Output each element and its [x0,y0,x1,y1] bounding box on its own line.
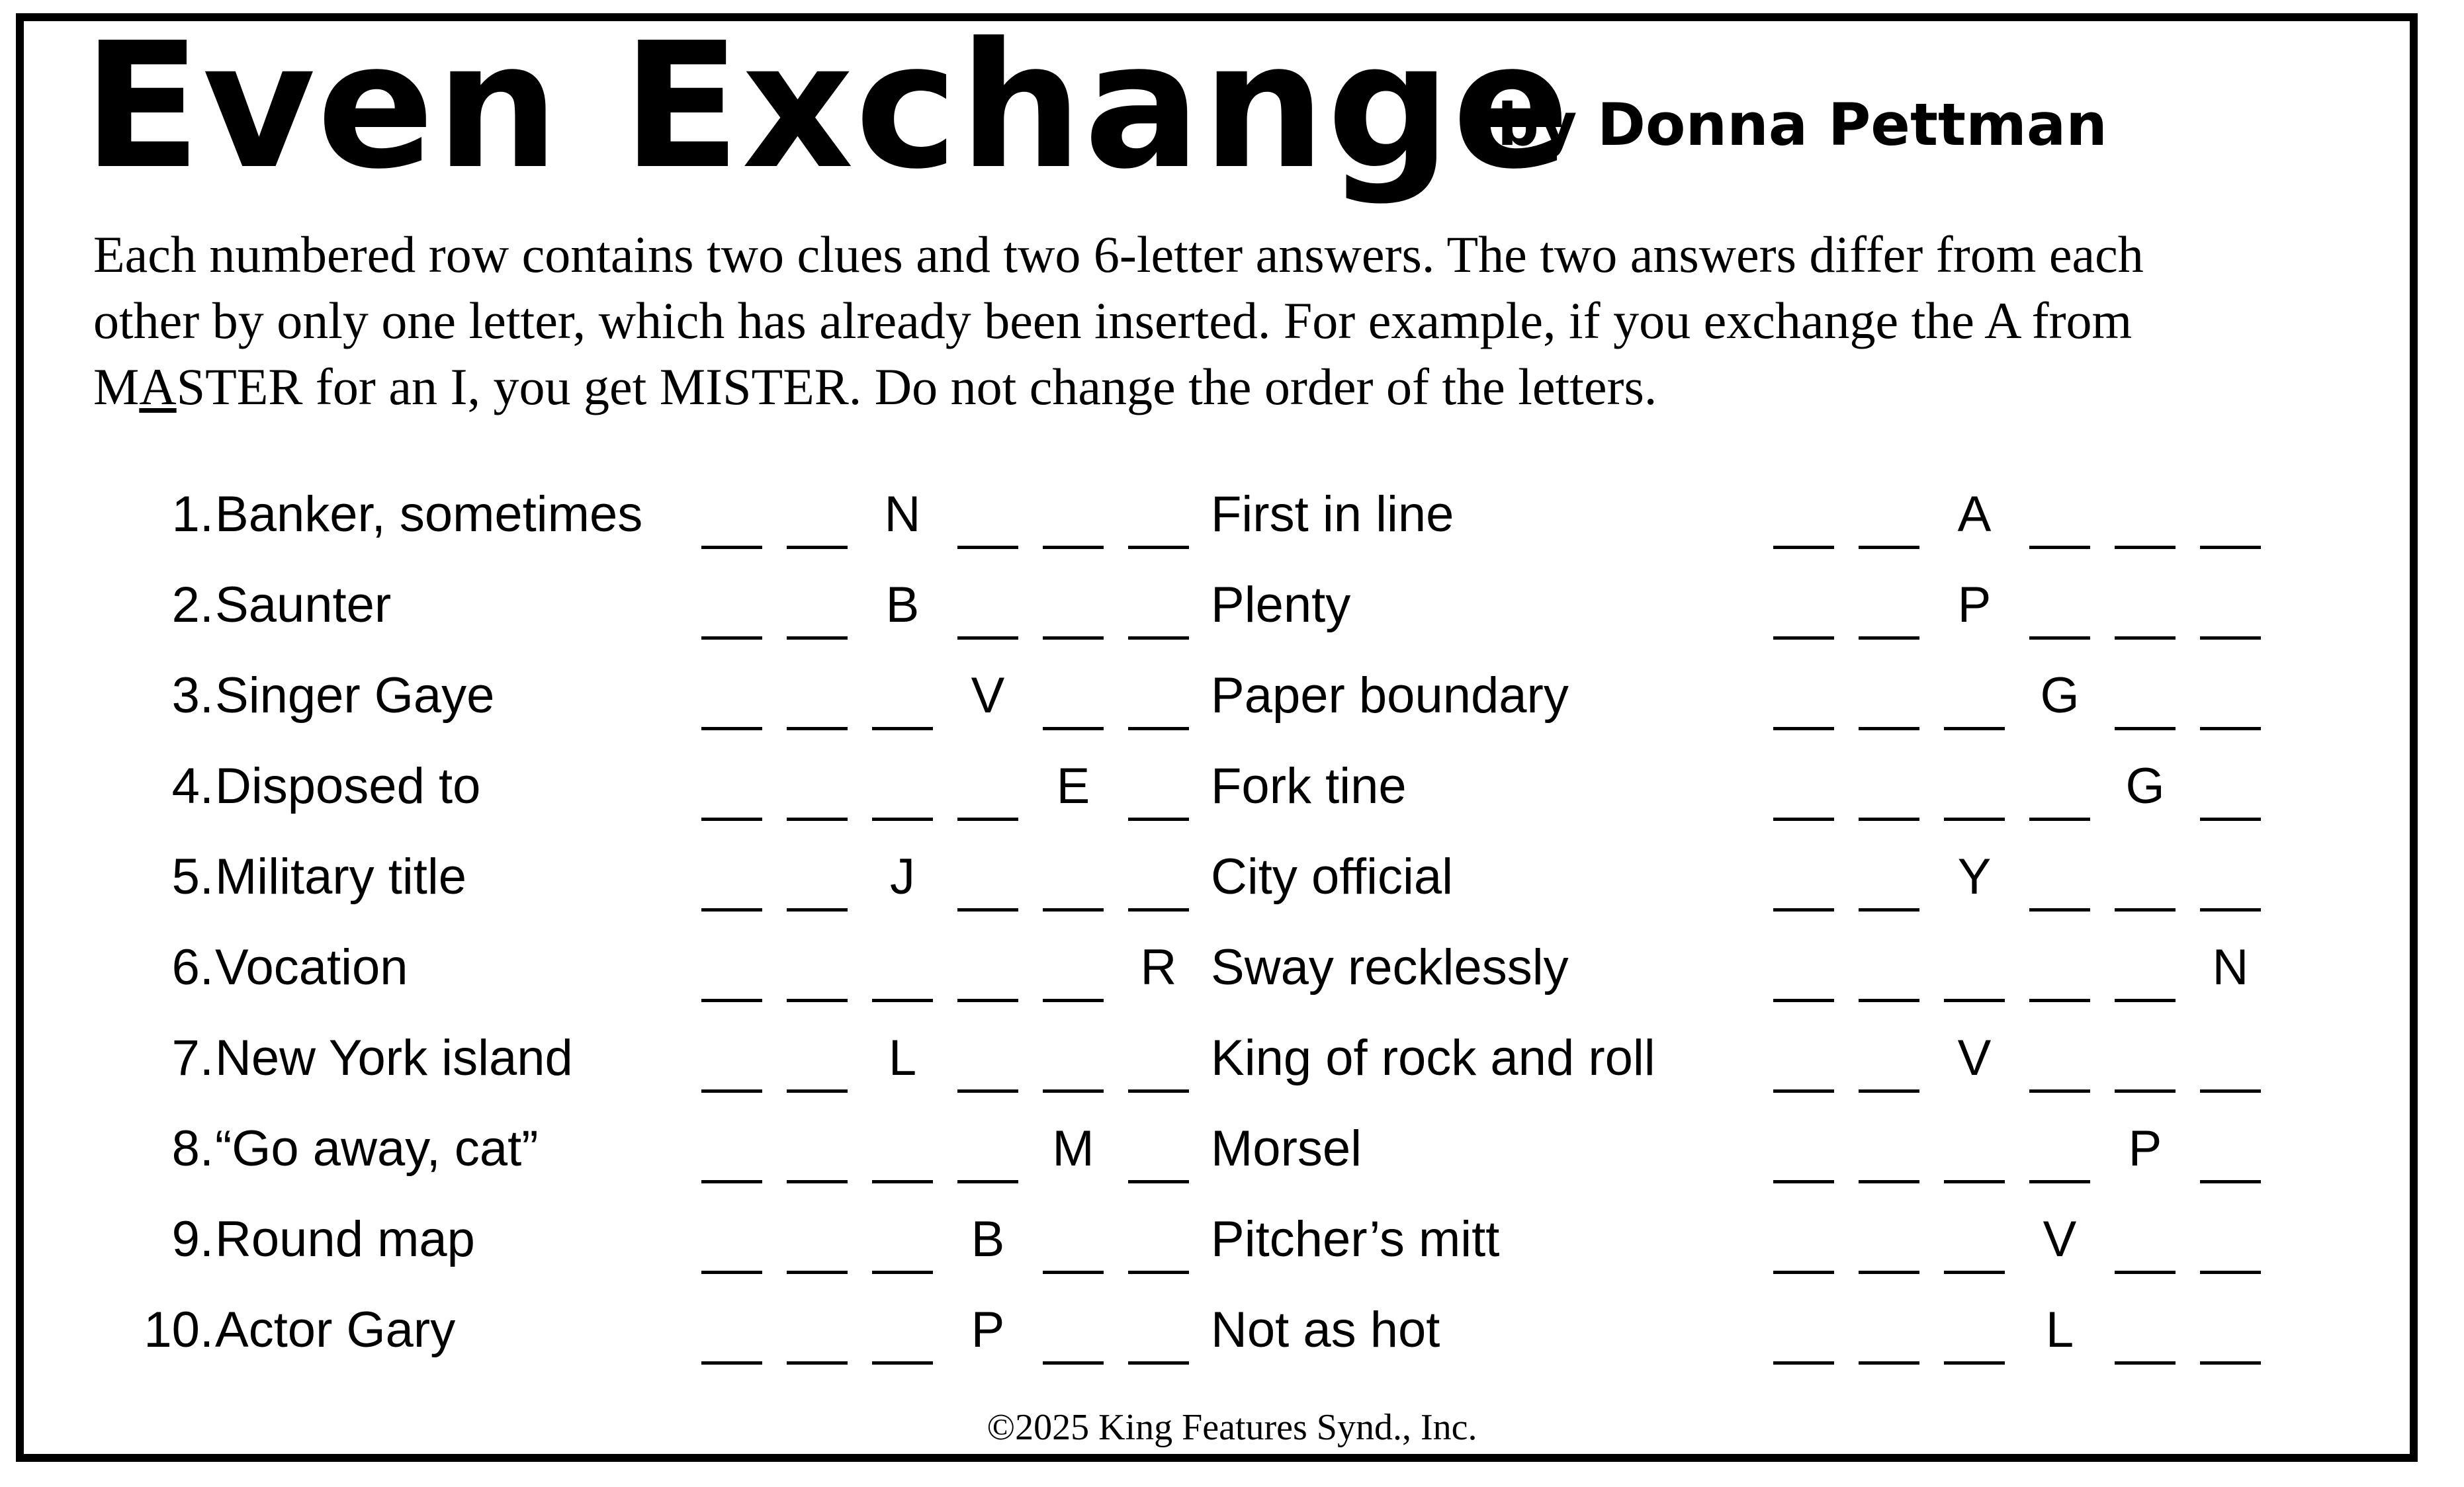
letter-blank[interactable] [1773,845,1834,912]
clue-right: Not as hot [1211,1302,1440,1358]
letter-blank[interactable] [1128,845,1189,912]
clue-rows [0,483,2464,1389]
letter-blank[interactable] [701,1027,762,1093]
letter-blank[interactable] [2115,1027,2176,1093]
letter-blank[interactable] [1043,936,1104,1002]
puzzle-byline: by Donna Pettman [1497,91,2107,159]
instructions-line-2: other by only one letter, which has already been inserted. For example, if you exchange the A from [93,292,2133,349]
letter-blank[interactable] [1859,1298,1919,1365]
clue-row [0,936,2464,1027]
letter-blank[interactable] [1128,1298,1189,1365]
letter-blank[interactable] [2029,936,2090,1002]
letter-blank[interactable] [1944,1298,2005,1365]
given-letter: L [888,1030,917,1086]
given-letter: P [2128,1121,2162,1177]
letter-blank[interactable] [2029,1117,2090,1183]
instructions-line-3 [93,354,2383,420]
clue-right: Fork tine [1211,758,1407,814]
letter-blank[interactable] [787,845,848,912]
clue-row [0,664,2464,755]
letter-blank[interactable] [2200,845,2261,912]
letter-blank[interactable] [2115,664,2176,730]
clue-row [0,845,2464,936]
letter-blank[interactable] [1128,1208,1189,1274]
given-letter: Y [1957,849,1992,905]
letter-blank[interactable] [2200,1117,2261,1183]
clue-right: City official [1211,849,1454,905]
letter-blank[interactable] [957,1117,1018,1183]
clue-left: Banker, sometimes [215,486,643,542]
letter-blank[interactable] [2115,1298,2176,1365]
row-number: 4. [171,758,214,814]
given-letter: V [1957,1030,1992,1086]
letter-blank[interactable] [701,1117,762,1183]
clue-right: Paper boundary [1211,667,1569,724]
row-number: 9. [171,1211,214,1267]
letter-blank[interactable] [1773,483,1834,549]
letter-blank[interactable] [701,1208,762,1274]
letter-blank[interactable] [1773,1298,1834,1365]
letter-blank[interactable] [1773,664,1834,730]
row-number: 8. [171,1121,214,1177]
letter-blank[interactable] [2200,1298,2261,1365]
row-number: 6. [171,939,214,996]
letter-blank[interactable] [701,936,762,1002]
instructions-line-1: Each numbered row contains two clues and two 6-letter answers. The two answers differ from each [93,226,2144,283]
clue-row [0,755,2464,845]
letter-blank[interactable] [2200,664,2261,730]
given-letter: P [1957,577,1992,633]
row-number: 2. [171,577,214,633]
clue-row [0,1208,2464,1298]
letter-blank[interactable] [1859,1027,1919,1093]
letter-blank[interactable] [787,574,848,640]
clue-left: Actor Gary [215,1302,456,1358]
letter-blank[interactable] [701,664,762,730]
letter-blank[interactable] [1859,936,1919,1002]
copyright: ©2025 King Features Synd., Inc. [987,1407,1477,1448]
letter-blank[interactable] [1944,664,2005,730]
letter-blank[interactable] [787,936,848,1002]
letter-blank[interactable] [957,1027,1018,1093]
letter-blank[interactable] [1944,936,2005,1002]
letter-blank[interactable] [2029,1027,2090,1093]
row-number: 3. [171,667,214,724]
example-suffix: STER for an I, you get MISTER. Do not change the order of the letters. [176,358,1657,415]
letter-blank[interactable] [1944,755,2005,821]
letter-blank[interactable] [1859,574,1919,640]
letter-blank[interactable] [957,936,1018,1002]
given-letter: M [1052,1121,1094,1177]
letter-blank[interactable] [1128,1117,1189,1183]
given-letter: R [1140,939,1177,996]
given-letter: V [971,667,1005,724]
clue-left: New York island [215,1030,573,1086]
letter-blank[interactable] [2029,755,2090,821]
letter-blank[interactable] [1859,1208,1919,1274]
letter-blank[interactable] [1859,845,1919,912]
clue-row [0,1117,2464,1208]
letter-blank[interactable] [957,574,1018,640]
clue-left: Disposed to [215,758,481,814]
letter-blank[interactable] [957,755,1018,821]
clue-left: “Go away, cat” [215,1121,539,1177]
letter-blank[interactable] [1043,1298,1104,1365]
letter-blank[interactable] [701,574,762,640]
letter-blank[interactable] [872,755,933,821]
letter-blank[interactable] [1043,845,1104,912]
letter-blank[interactable] [1043,483,1104,549]
clue-row [0,483,2464,574]
row-number: 10. [144,1302,214,1358]
letter-blank[interactable] [2115,936,2176,1002]
letter-blank[interactable] [1773,574,1834,640]
given-letter: V [2043,1211,2077,1267]
letter-blank[interactable] [872,1298,933,1365]
letter-blank[interactable] [1773,755,1834,821]
letter-blank[interactable] [787,1027,848,1093]
clue-right: King of rock and roll [1211,1030,1655,1086]
given-letter: E [1056,758,1090,814]
letter-blank[interactable] [2200,755,2261,821]
letter-blank[interactable] [1944,1208,2005,1274]
clue-row [0,1027,2464,1117]
letter-blank[interactable] [1128,664,1189,730]
letter-blank[interactable] [1043,1027,1104,1093]
letter-blank[interactable] [2200,1208,2261,1274]
letter-blank[interactable] [1128,755,1189,821]
letter-blank[interactable] [872,1117,933,1183]
letter-blank[interactable] [872,664,933,730]
clue-left: Round map [215,1211,475,1267]
example-exchanged-letter: A [139,358,177,415]
given-letter: J [890,849,915,905]
clue-left: Vocation [215,939,408,996]
row-number: 7. [171,1030,214,1086]
clue-right: Plenty [1211,577,1351,633]
letter-blank[interactable] [872,1208,933,1274]
given-letter: L [2045,1302,2074,1358]
clue-right: Sway recklessly [1211,939,1569,996]
letter-blank[interactable] [2029,483,2090,549]
letter-blank[interactable] [1128,483,1189,549]
letter-blank[interactable] [2200,1027,2261,1093]
letter-blank[interactable] [957,845,1018,912]
instructions [93,222,2383,420]
letter-blank[interactable] [2115,845,2176,912]
letter-blank[interactable] [1859,755,1919,821]
letter-blank[interactable] [787,1298,848,1365]
clue-row [0,1298,2464,1389]
example-prefix: M [93,358,140,415]
letter-blank[interactable] [701,1298,762,1365]
letter-blank[interactable] [2200,574,2261,640]
letter-blank[interactable] [1859,483,1919,549]
row-number: 1. [171,486,214,542]
letter-blank[interactable] [1043,574,1104,640]
letter-blank[interactable] [1043,664,1104,730]
clue-right: First in line [1211,486,1454,542]
given-letter: N [884,486,921,542]
clue-right: Pitcher’s mitt [1211,1211,1500,1267]
letter-blank[interactable] [1128,1027,1189,1093]
letter-blank[interactable] [1043,1208,1104,1274]
letter-blank[interactable] [872,936,933,1002]
given-letter: B [885,577,920,633]
clue-right: Morsel [1211,1121,1362,1177]
letter-blank[interactable] [787,1117,848,1183]
clue-left: Singer Gaye [215,667,495,724]
row-number: 5. [171,849,214,905]
letter-blank[interactable] [1773,936,1834,1002]
given-letter: A [1957,486,1992,542]
letter-blank[interactable] [2029,574,2090,640]
letter-blank[interactable] [1773,1027,1834,1093]
letter-blank[interactable] [701,483,762,549]
letter-blank[interactable] [1859,1117,1919,1183]
letter-blank[interactable] [957,483,1018,549]
letter-blank[interactable] [701,845,762,912]
given-letter: G [2040,667,2080,724]
given-letter: B [971,1211,1005,1267]
letter-blank[interactable] [1773,1117,1834,1183]
clue-left: Military title [215,849,467,905]
letter-blank[interactable] [2029,845,2090,912]
letter-blank[interactable] [2115,1208,2176,1274]
letter-blank[interactable] [1128,574,1189,640]
puzzle-title: Even Exchange [83,5,1571,207]
letter-blank[interactable] [2115,483,2176,549]
given-letter: N [2212,939,2249,996]
letter-blank[interactable] [2200,483,2261,549]
letter-blank[interactable] [2115,574,2176,640]
clue-row [0,574,2464,664]
letter-blank[interactable] [787,664,848,730]
letter-blank[interactable] [1773,1208,1834,1274]
letter-blank[interactable] [787,483,848,549]
letter-blank[interactable] [701,755,762,821]
letter-blank[interactable] [787,755,848,821]
given-letter: P [971,1302,1005,1358]
clue-left: Saunter [215,577,392,633]
letter-blank[interactable] [787,1208,848,1274]
letter-blank[interactable] [1944,1117,2005,1183]
given-letter: G [2125,758,2165,814]
letter-blank[interactable] [1859,664,1919,730]
